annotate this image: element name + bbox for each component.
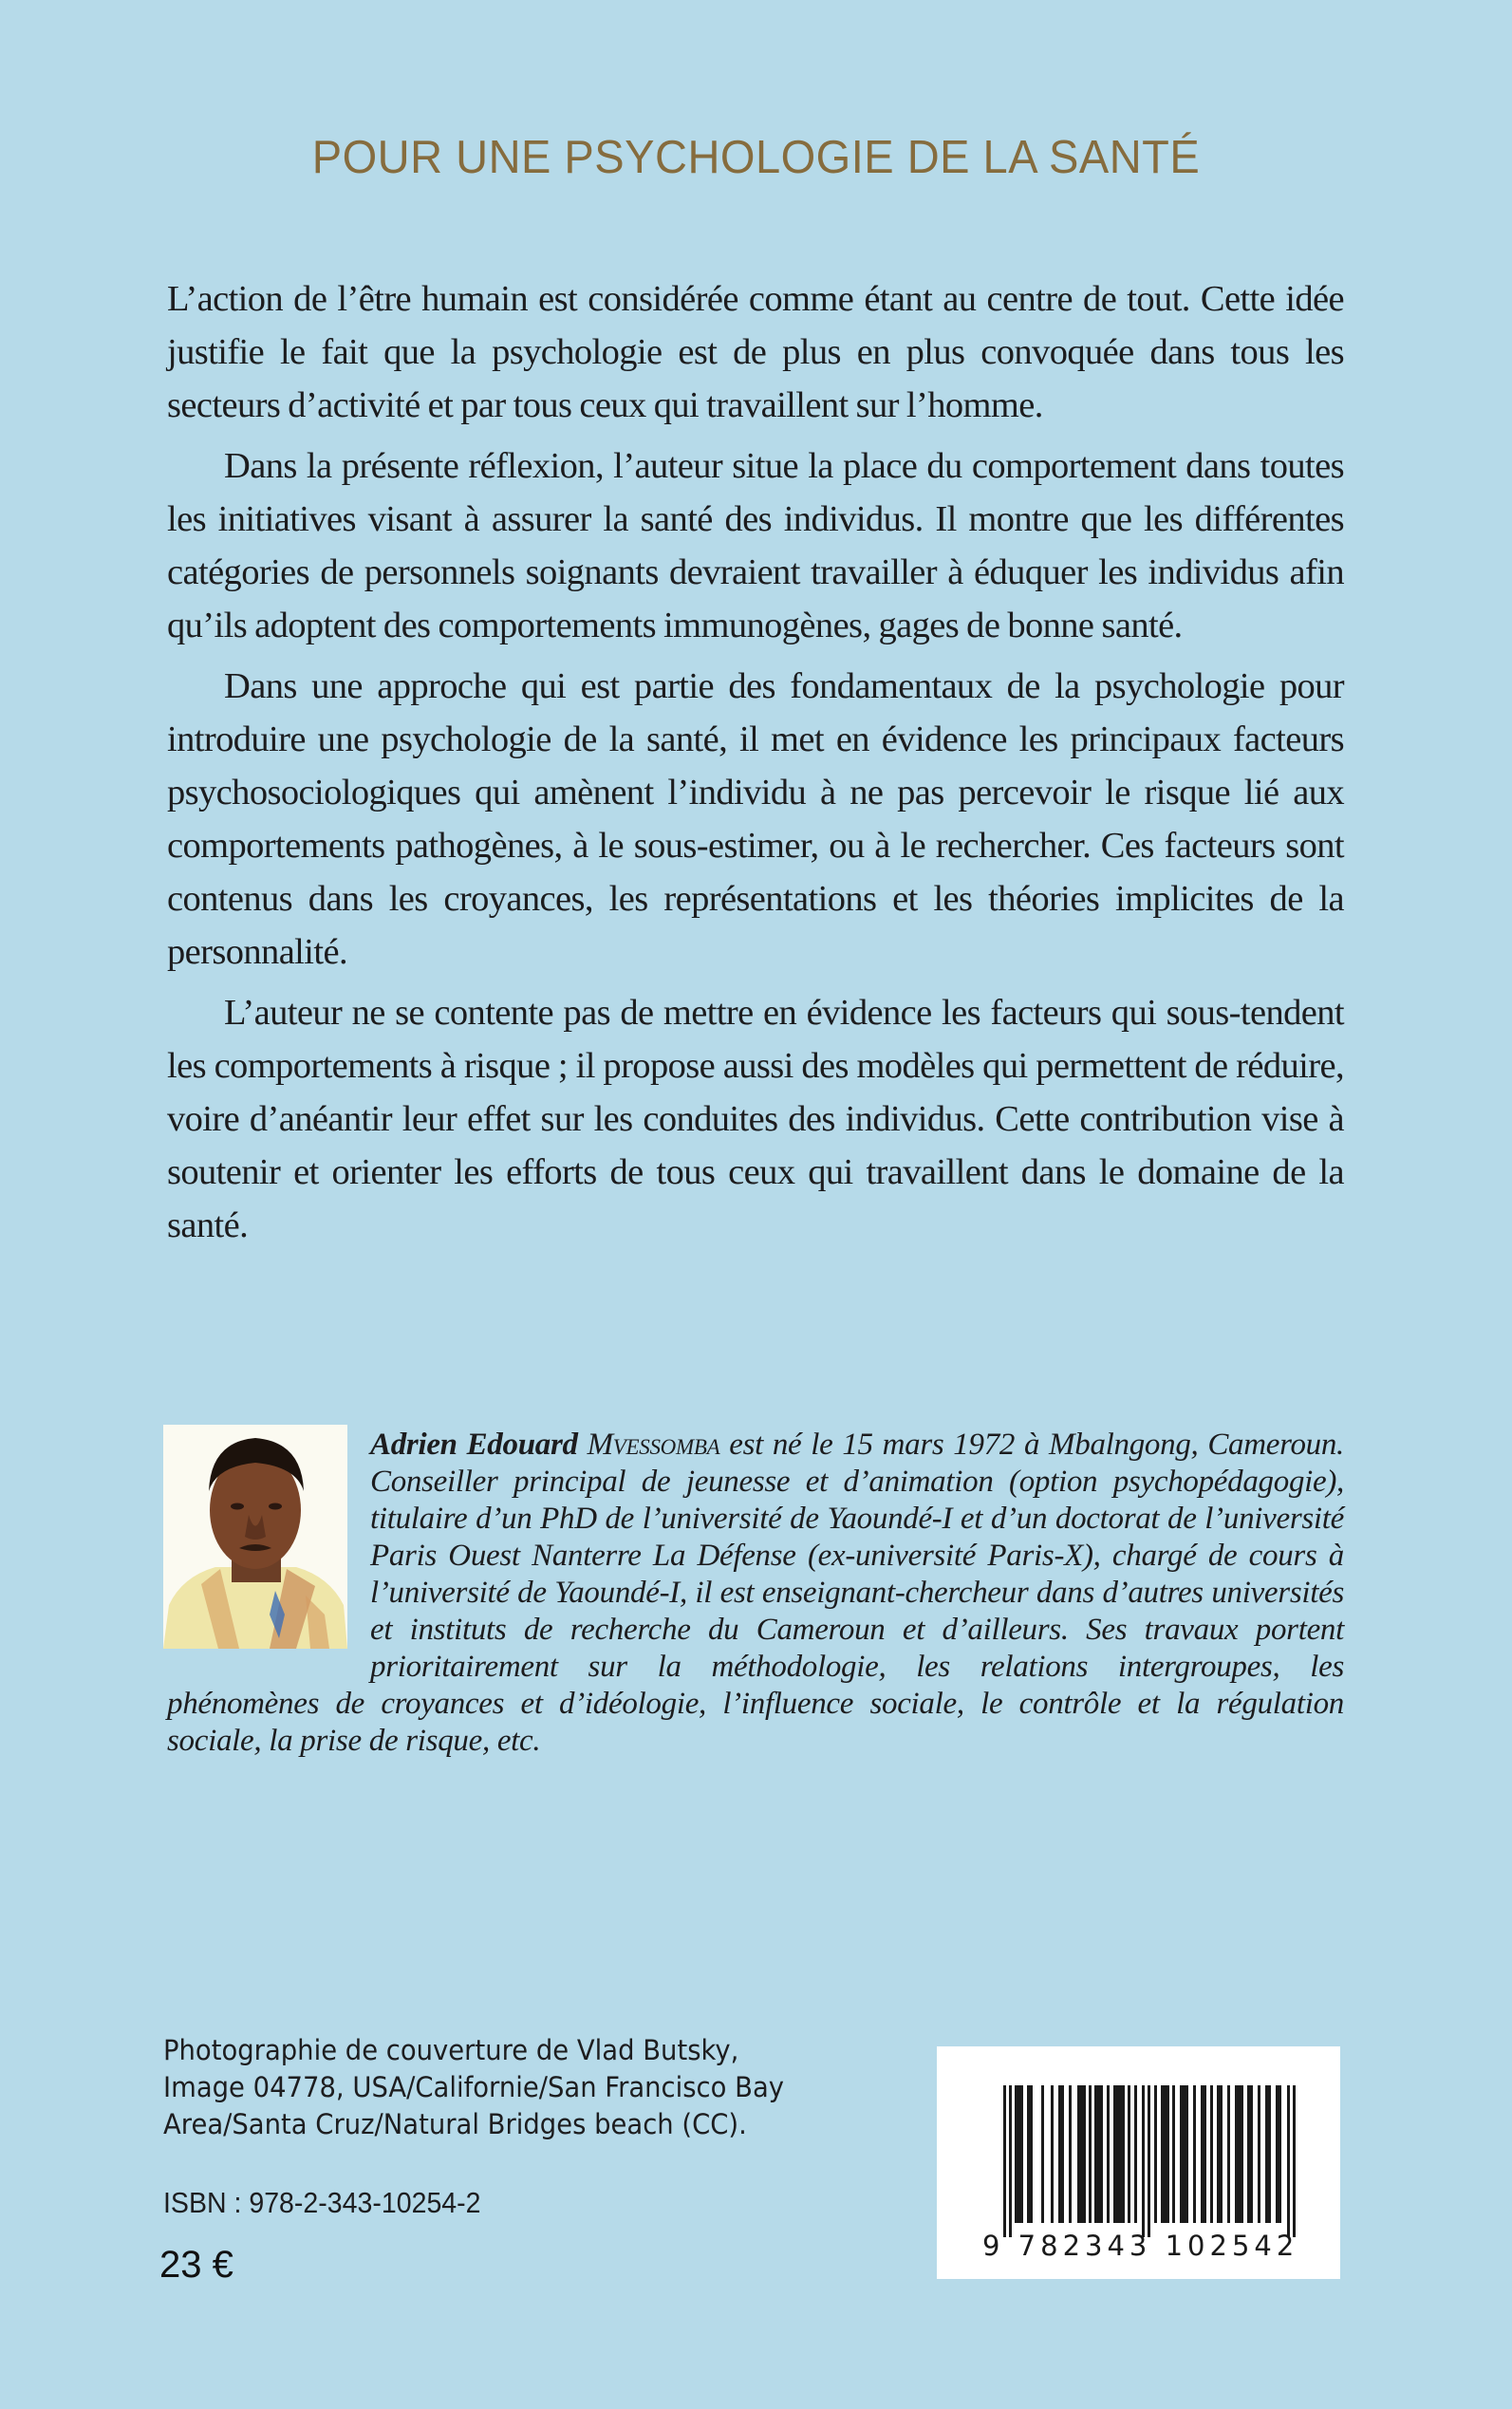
credits-line-2: Image 04778, USA/Californie/San Francisco Bay xyxy=(163,2071,785,2103)
barcode-digits: 9 782343 102542 xyxy=(982,2230,1299,2262)
barcode xyxy=(937,2046,1340,2279)
author-bio xyxy=(167,1427,1344,1760)
photo-credits xyxy=(163,2032,869,2143)
book-title: POUR UNE PSYCHOLOGIE DE LA SANTÉ xyxy=(311,132,1201,183)
author-surname: Mvessomba xyxy=(587,1428,720,1462)
blurb xyxy=(167,272,1344,1252)
blurb-paragraph-2: Dans la présente réflexion, l’auteur situe la place du comportement dans toutes les initiatives visant à assurer la santé des individus. Il montre que les différentes catégories de personnels soignants devraient travailler à éduquer les individus afin qu’ils adoptent des comportements immunogènes, gages de bonne santé. xyxy=(167,446,1344,645)
credits-line-3: Area/Santa Cruz/Natural Bridges beach (CC). xyxy=(163,2108,747,2140)
author-bio-text: est né le 15 mars 1972 à Mbalngong, Cameroun. Conseiller principal de jeunesse et d’animation (option psychopédagogie), titulaire d’un PhD de l’université de Yaoundé-I et d’un doctorat de l’université Paris Ouest Nanterre La Défense (ex-université Paris-X), chargé de cours à l’université de Yaoundé-I, il est enseignant-chercheur dans d’autres universités et instituts de recherche du Cameroun et d’ailleurs. Ses travaux portent prioritairement sur la méthodologie, les relations intergroupes, les phénomènes de croyances et d’idéologie, l’influence sociale, le contrôle et la régulation sociale, la prise de risque, etc. xyxy=(167,1428,1344,1758)
blurb-paragraph-4: L’auteur ne se contente pas de mettre en évidence les facteurs qui sous-tendent les comportements à risque ; il propose aussi des modèles qui permettent de réduire, voire d’anéantir leur effet sur les conduites des individus. Cette contribution vise à soutenir et orienter les efforts de tous ceux qui travaillent dans le domaine de la santé. xyxy=(167,993,1344,1245)
barcode-icon xyxy=(1003,2085,1297,2237)
price: 23 € xyxy=(159,2244,233,2286)
blurb-paragraph-3: Dans une approche qui est partie des fondamentaux de la psychologie pour introduire une psychologie de la santé, il met en évidence les principaux facteurs psychosociologiques qui amènent l’individu à ne pas percevoir le risque lié aux comportements pathogènes, à le sous-estimer, ou à le rechercher. Ces facteurs sont contenus dans les croyances, les représentations et les théories implicites de la personnalité. xyxy=(167,666,1344,972)
isbn: ISBN : 978-2-343-10254-2 xyxy=(163,2186,481,2219)
credits-line-1: Photographie de couverture de Vlad Butsky, xyxy=(163,2034,739,2066)
author-photo xyxy=(163,1425,347,1649)
author-first-names: Adrien Edouard xyxy=(370,1428,578,1462)
blurb-paragraph-1: L’action de l’être humain est considérée comme étant au centre de tout. Cette idée justifie le fait que la psychologie est de plus en plus convoquée dans tous les secteurs d’activité et par tous ceux qui travaillent sur l’homme. xyxy=(167,279,1344,425)
author-portrait-icon xyxy=(163,1425,347,1649)
